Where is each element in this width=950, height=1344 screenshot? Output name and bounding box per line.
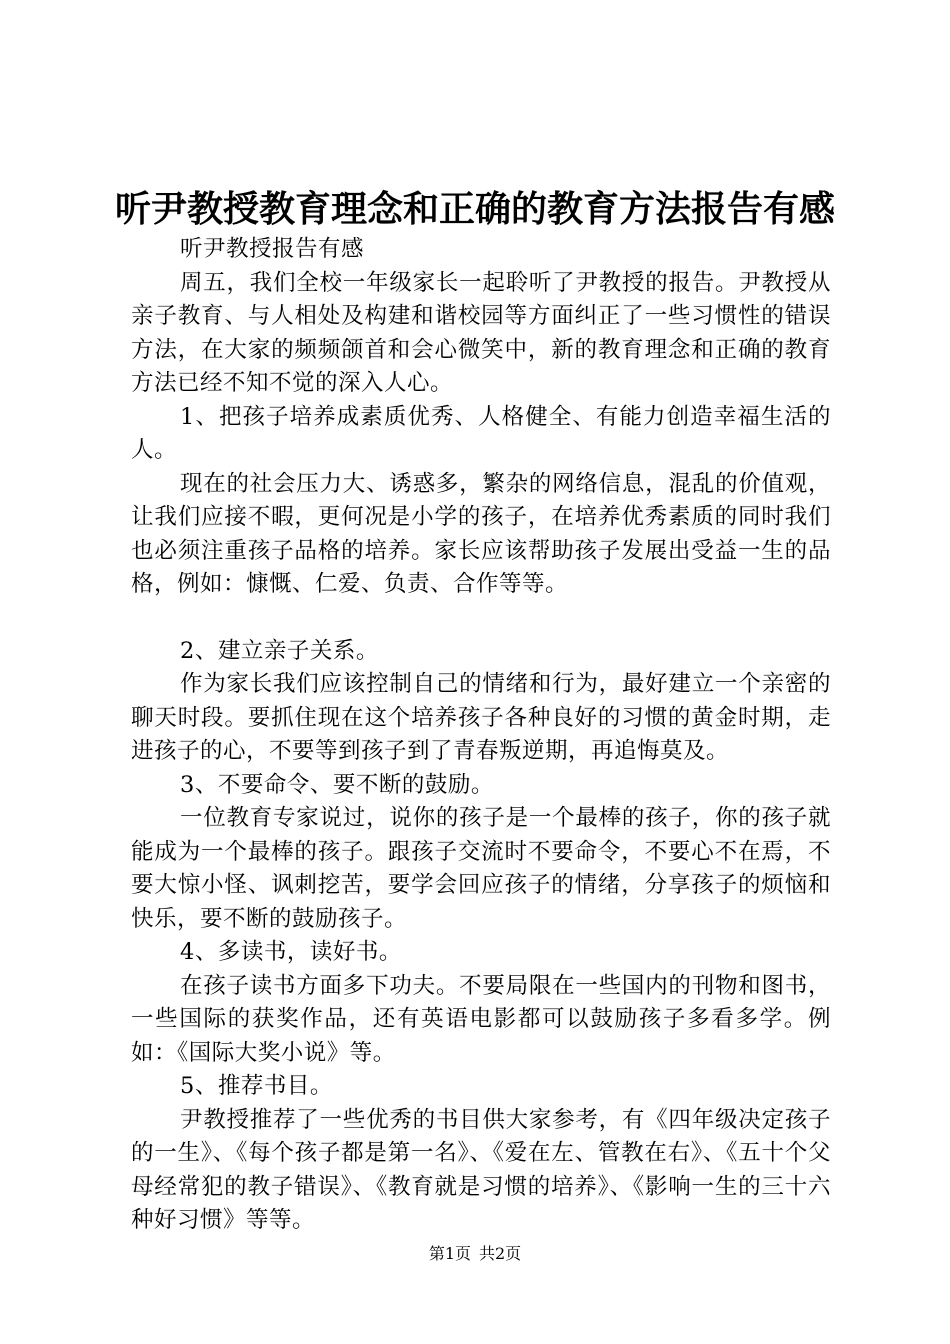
section-paragraph-1: 现在的社会压力大、诱惑多，繁杂的网络信息，混乱的价值观，让我们应接不暇，更何况是小学的孩子，在培养优秀素质的同时我们也必须注重孩子品格的培养。家长应该帮助孩子发展出受益一生的品格，例如：慷慨、仁爱、负责、合作等等。 <box>131 470 831 597</box>
section-heading-1: 1、把孩子培养成素质优秀、人格健全、有能力创造幸福生活的人。 <box>131 403 831 463</box>
subtitle-paragraph: 听尹教授报告有感 <box>180 236 365 262</box>
section-paragraph-2: 作为家长我们应该控制自己的情绪和行为，最好建立一个亲密的聊天时段。要抓住现在这个培养孩子各种良好的习惯的黄金时期，走进孩子的心，不要等到孩子到了青春叛逆期，再追悔莫及。 <box>131 671 831 764</box>
section-paragraph-3: 一位教育专家说过，说你的孩子是一个最棒的孩子，你的孩子就能成为一个最棒的孩子。跟孩子交流时不要命令，不要心不在焉，不要大惊小怪、讽刺挖苦，要学会回应孩子的情绪，分享孩子的烦恼和快乐，要不断的鼓励孩子。 <box>131 805 831 932</box>
section-paragraph-5: 尹教授推荐了一些优秀的书目供大家参考，有《四年级决定孩子的一生》、《每个孩子都是第一名》、《爱在左、管教在右》、《五十个父母经常犯的教子错误》、《教育就是习惯的培养》、《影响一生的三十六种好习惯》等等。 <box>131 1106 831 1233</box>
page-footer <box>0 1242 950 1266</box>
page-number-total: 共2页 <box>479 1244 522 1263</box>
section-heading-2: 2、建立亲子关系。 <box>180 637 379 664</box>
section-heading-5: 5、推荐书目。 <box>180 1073 333 1099</box>
document-title: 听尹教授教育理念和正确的教育方法报告有感 <box>114 188 835 230</box>
paragraph-gap <box>131 602 831 635</box>
intro-paragraph: 周五，我们全校一年级家长一起聆听了尹教授的报告。尹教授从亲子教育、与人相处及构建和谐校园等方面纠正了一些习惯性的错误方法，在大家的频频颌首和会心微笑中，新的教育理念和正确的教育方法已经不知不觉的深入人心。 <box>131 269 831 396</box>
section-heading-4: 4、多读书，读好书。 <box>180 939 402 965</box>
section-heading-3: 3、不要命令、要不断的鼓励。 <box>180 771 494 798</box>
page-number-current: 第1页 <box>428 1244 471 1263</box>
document-body <box>131 233 831 1238</box>
section-paragraph-4: 在孩子读书方面多下功夫。不要局限在一些国内的刊物和图书，一些国际的获奖作品，还有英语电影都可以鼓励孩子多看多学。例如：《国际大奖小说》等。 <box>131 972 831 1066</box>
